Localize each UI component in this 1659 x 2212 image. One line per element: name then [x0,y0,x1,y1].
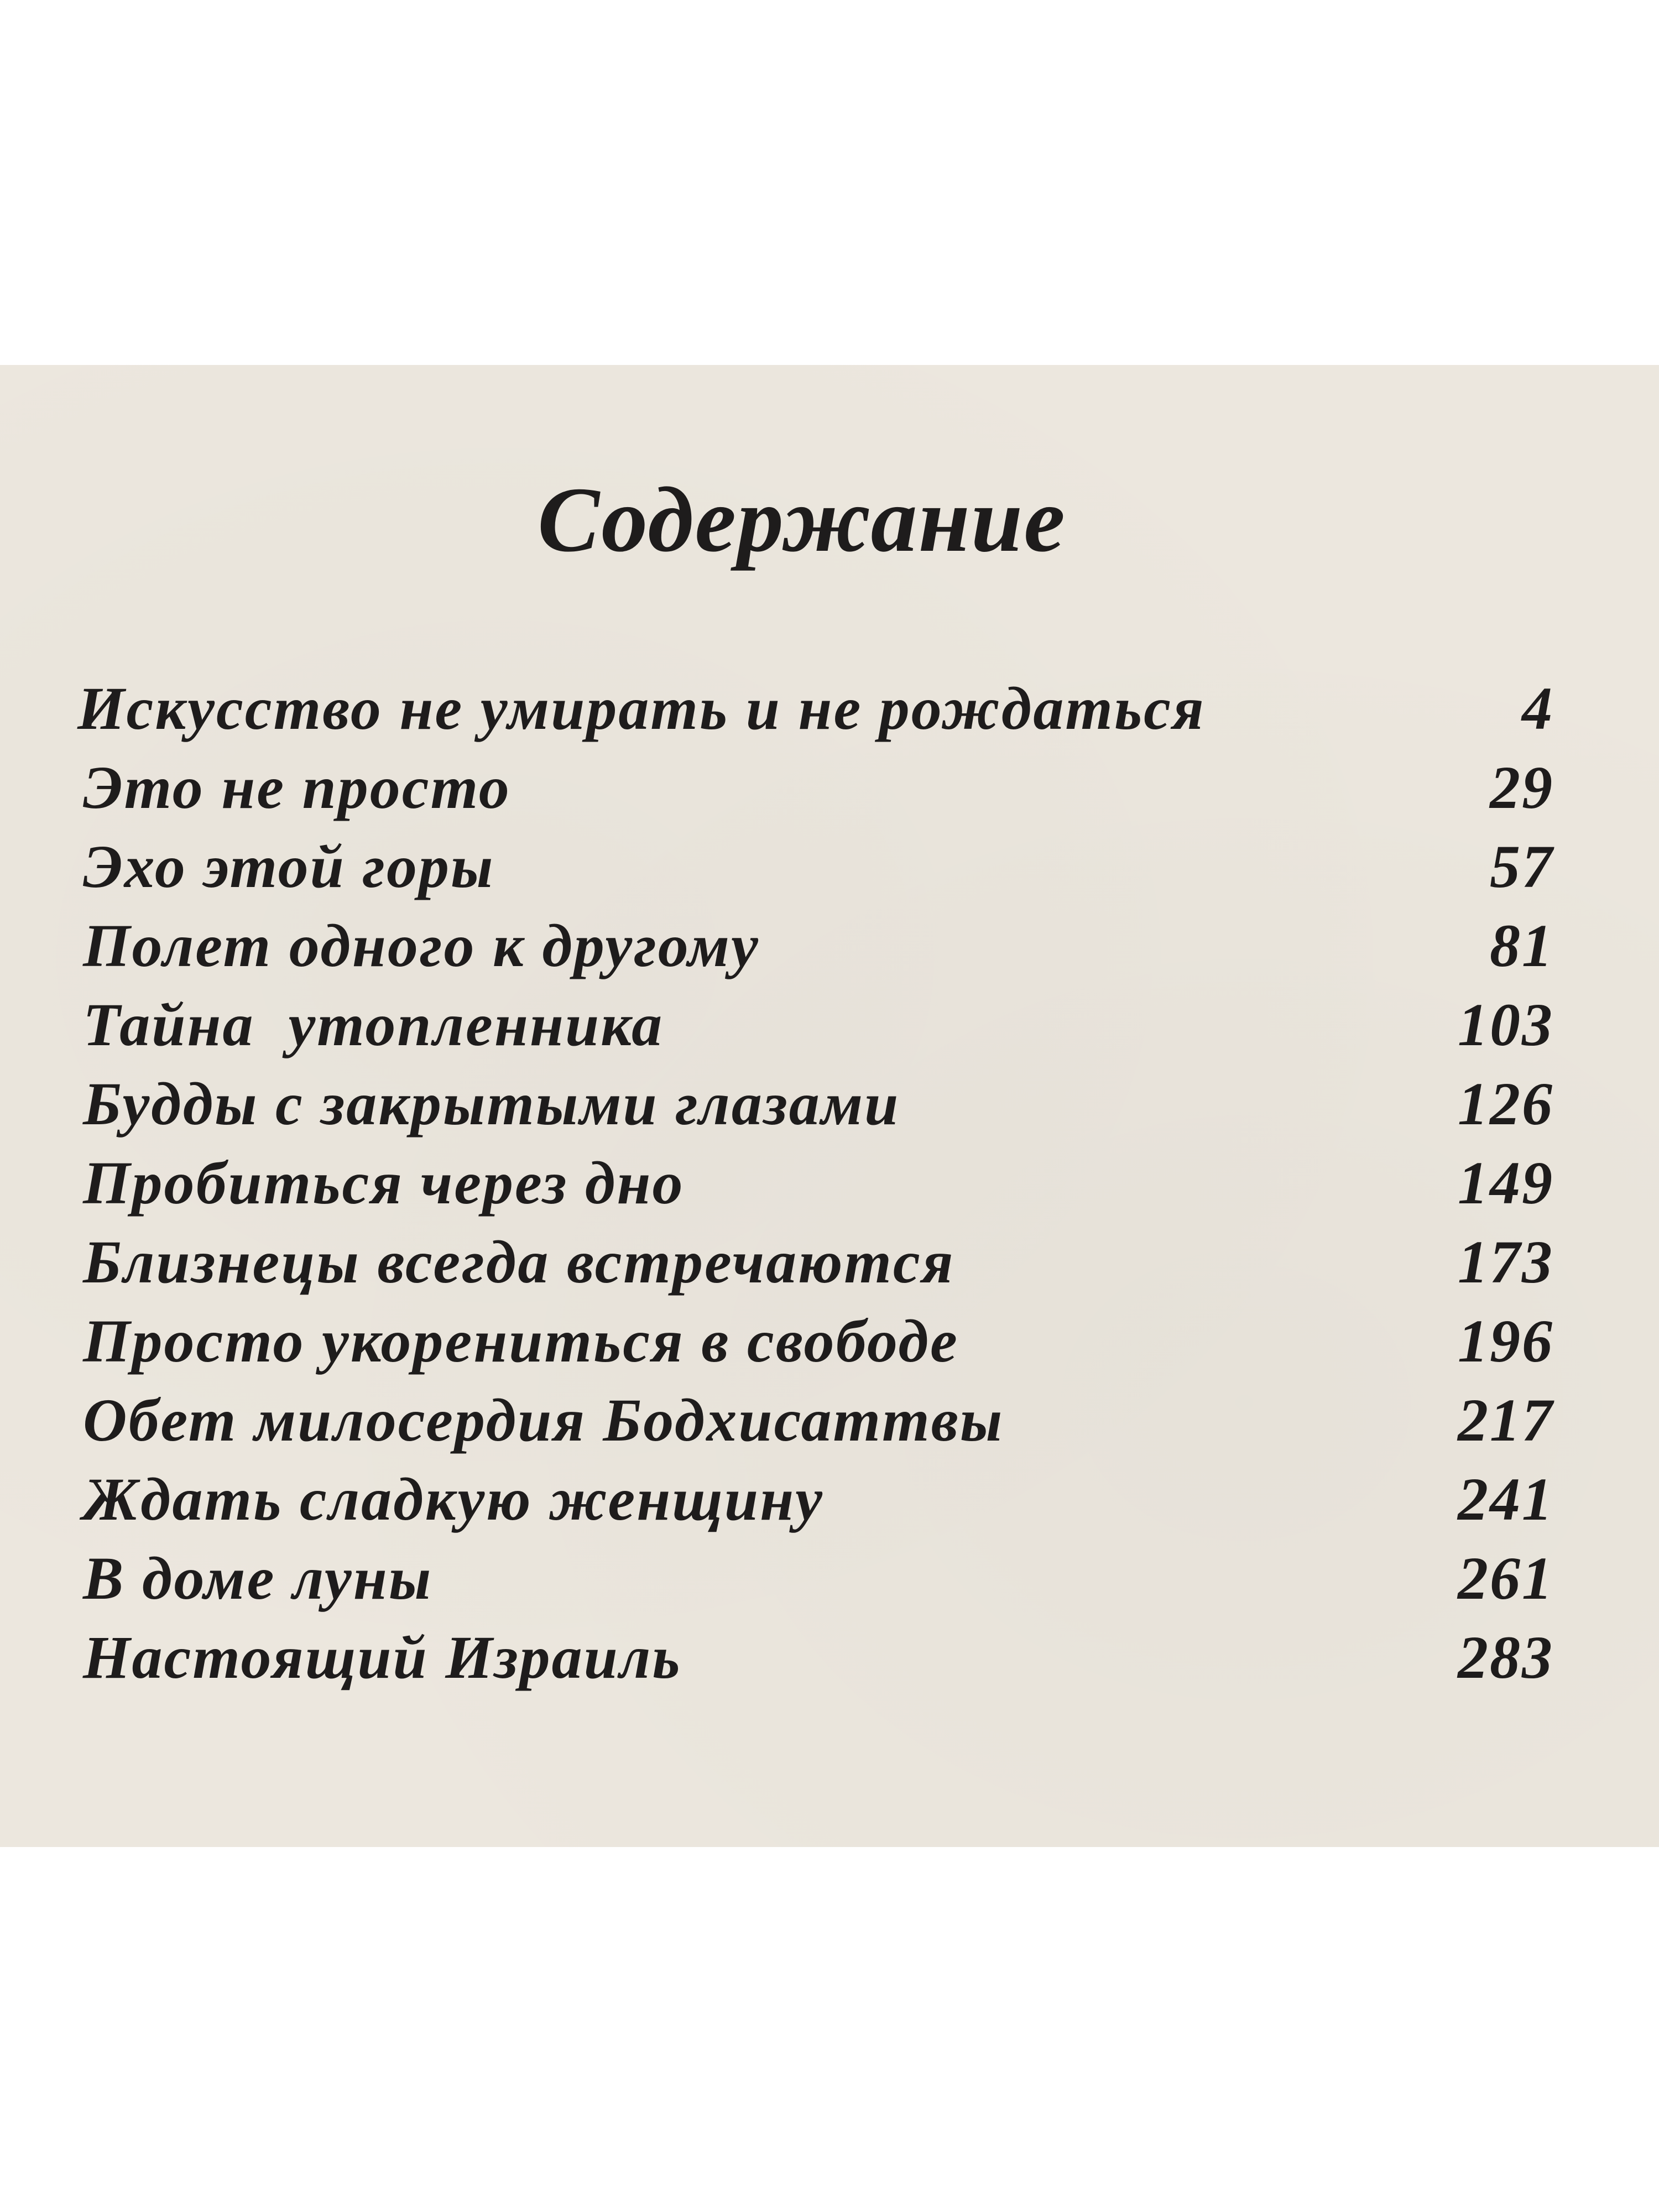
toc-entry [83,1302,1554,1381]
toc-entry-title: Искусство не умирать и не рождаться [77,675,1206,742]
toc-entry-page: 103 [1458,991,1554,1058]
toc-entry [83,827,1554,906]
toc-entry-page: 173 [1458,1228,1554,1296]
toc-entry [83,1460,1554,1539]
toc-entry-page: 196 [1458,1307,1554,1375]
toc-entry-title: Настоящий Израиль [83,1624,682,1691]
toc-entry [77,669,1554,748]
toc-entry-title: Полет одного к другому [83,912,760,979]
toc-entry-page: 149 [1458,1149,1554,1217]
toc-entry-page: 241 [1458,1465,1554,1533]
toc-entry-page: 4 [1522,675,1554,742]
toc-entry-title: Просто укорениться в свободе [83,1307,959,1375]
toc-entry-title: Эхо этой горы [83,833,495,900]
toc-entry [83,1539,1554,1618]
toc-entry [83,1223,1554,1302]
toc-entry-page: 29 [1490,754,1554,821]
toc-entry-title: Тайна утопленника [83,991,664,1058]
toc-entry-title: Будды с закрытыми глазами [83,1070,900,1138]
toc-entry-page: 126 [1458,1070,1554,1138]
toc-entry [83,1381,1554,1460]
toc-entry-title: Ждать сладкую женщину [83,1465,824,1533]
toc-entry-title: В доме луны [83,1545,433,1612]
toc-entry-page: 81 [1490,912,1554,979]
toc-entry [83,906,1554,985]
toc-entry [83,1144,1554,1223]
toc-entry-title: Близнецы всегда встречаются [83,1228,955,1296]
toc-entry-page: 261 [1458,1545,1554,1612]
toc-entry [83,1618,1554,1697]
toc-entry-title: Это не просто [83,754,511,821]
toc-entry [83,748,1554,827]
toc-entry [83,985,1554,1065]
toc-entry-page: 57 [1490,833,1554,900]
table-of-contents [77,669,1554,1697]
book-page [0,365,1659,1847]
toc-entry-title: Пробиться через дно [83,1149,685,1217]
toc-entry [83,1065,1554,1144]
toc-entry-page: 283 [1458,1624,1554,1691]
contents-heading: Содержание [538,468,1066,571]
toc-entry-title: Обет милосердия Бодхисаттвы [83,1386,1004,1454]
toc-entry-page: 217 [1458,1386,1554,1454]
